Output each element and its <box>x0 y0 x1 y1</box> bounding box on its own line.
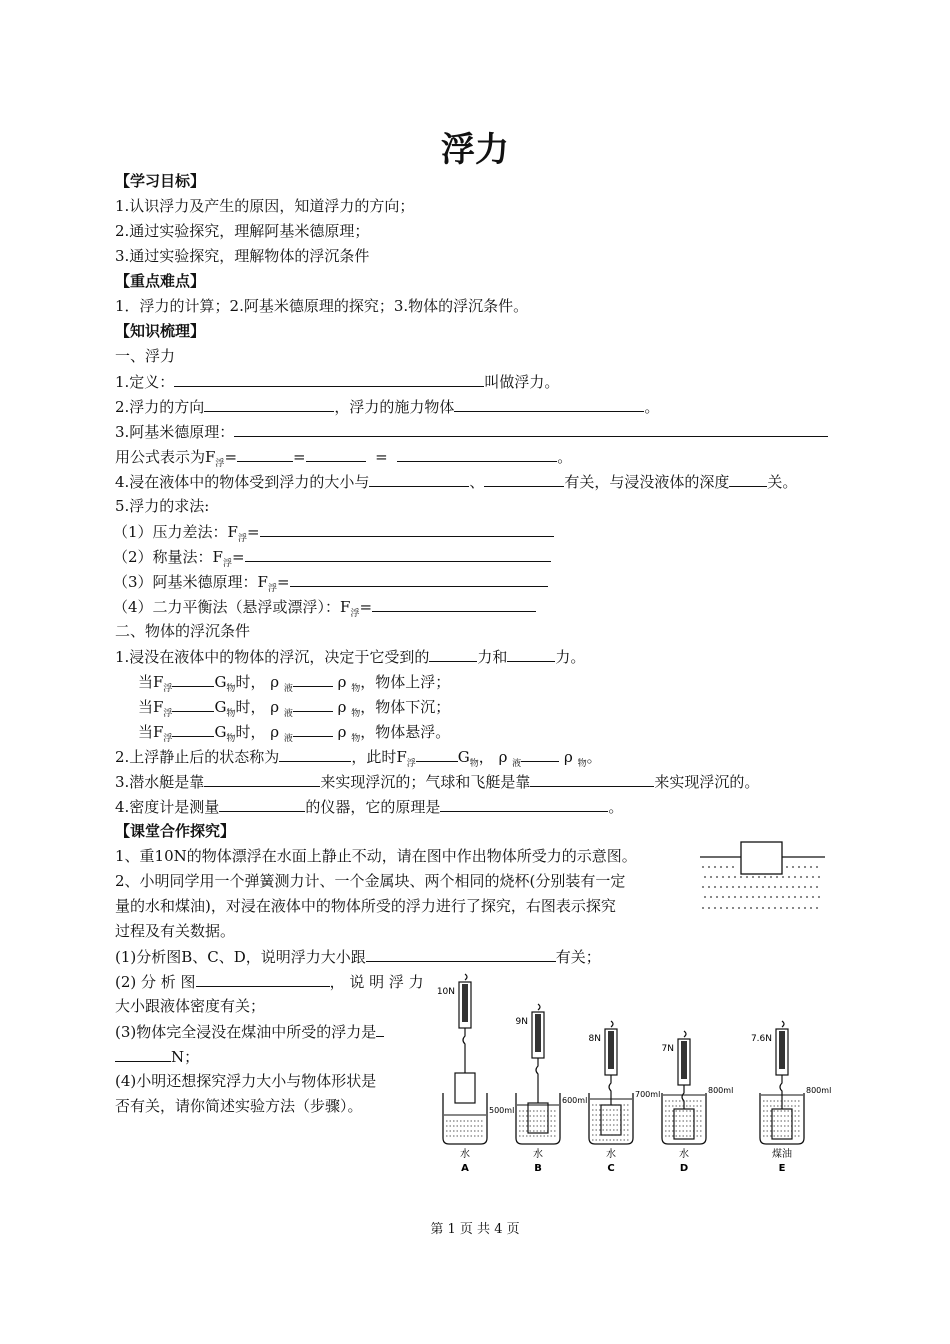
liquid-label: 煤油 <box>772 1149 792 1160</box>
scale-reading: 7.6N <box>750 1034 772 1044</box>
liquid-label: 水 <box>460 1149 470 1160</box>
panel-label: C <box>607 1163 615 1174</box>
blank[interactable] <box>521 746 559 762</box>
blank[interactable] <box>237 446 293 462</box>
formula-line: 用公式表示为$F_浮=$ = = 。 <box>115 448 573 469</box>
volume-label: 600ml <box>562 1096 588 1105</box>
goal-item: 3.通过实验探究，理解物体的浮沉条件 <box>115 247 370 265</box>
blank[interactable] <box>729 471 767 487</box>
panel-label: E <box>778 1163 786 1174</box>
experiment-panel <box>751 1021 831 1174</box>
scale-reading: 8N <box>588 1034 601 1044</box>
blank[interactable] <box>219 796 305 812</box>
subquestion-1: (1)分析图B、C、D，说明浮力大小跟 有关； <box>115 948 601 966</box>
blank[interactable] <box>507 646 555 662</box>
subquestion-4: 否有关，请你简述实验方法（步骤）。 <box>115 1097 363 1115</box>
blank[interactable] <box>369 471 469 487</box>
method-line: （4）二力平衡法（悬浮或漂浮）：$F_浮=$ <box>113 596 536 624</box>
subquestion-3: (3)物体完全浸没在煤油中所受的浮力是 <box>115 1021 384 1042</box>
blank[interactable] <box>429 646 477 662</box>
page-footer: 第 1 页 共 4 页 <box>430 1222 520 1237</box>
blank[interactable] <box>293 696 333 712</box>
goal-item: 1.认识浮力及产生的原因，知道浮力的方向； <box>115 197 415 215</box>
blank[interactable] <box>306 446 366 462</box>
blank[interactable] <box>260 521 554 537</box>
blank[interactable] <box>234 421 828 437</box>
condition-sink: 当$F_浮$ $G_物$时， ρ $_液$ ρ $_物$，物体下沉； <box>138 698 451 719</box>
blank[interactable] <box>245 546 551 562</box>
volume-label: 800ml <box>806 1086 832 1095</box>
experiment-panel <box>662 1031 734 1174</box>
blank[interactable] <box>172 696 214 712</box>
subquestion-2: (2) 分 析 图 ， 说 明 浮 力 <box>115 973 424 991</box>
keypoints-text: 1．浮力的计算；2.阿基米德原理的探究；3.物体的浮沉条件。 <box>115 297 529 315</box>
submarine-line: 3.潜水艇是靠 来实现浮沉的；气球和飞艇是靠 来实现浮沉的。 <box>115 773 760 791</box>
section-title: 二、物体的浮沉条件 <box>115 622 251 640</box>
keypoints-heading: 【重点难点】 <box>115 272 206 290</box>
blank[interactable] <box>454 396 644 412</box>
experiment-figure <box>436 975 840 1175</box>
blank[interactable] <box>204 771 320 787</box>
experiment-panel <box>437 974 514 1174</box>
condition-rise: 当$F_浮$ $G_物$时， ρ $_液$ ρ $_物$，物体上浮； <box>138 673 451 694</box>
scale-reading: 10N <box>436 987 455 997</box>
blank[interactable] <box>293 721 333 737</box>
blank[interactable] <box>293 671 333 687</box>
blank[interactable] <box>204 396 334 412</box>
archimedes-line: 3.阿基米德原理： <box>115 421 828 442</box>
factors-line: 4.浸在液体中的物体受到浮力的大小与 、 有关，与浸没液体的深度 关。 <box>115 473 798 491</box>
volume-label: 700ml <box>635 1090 661 1099</box>
volume-label: 800ml <box>708 1086 734 1095</box>
blank[interactable] <box>372 596 536 612</box>
liquid-label: 水 <box>533 1149 543 1160</box>
blank[interactable] <box>397 446 557 462</box>
panel-label: A <box>461 1163 469 1174</box>
section-title: 一、浮力 <box>115 347 176 365</box>
subquestion-4: (4)小明还想探究浮力大小与物体形状是 <box>115 1072 377 1090</box>
blank[interactable] <box>366 946 556 962</box>
liquid-label: 水 <box>679 1149 689 1160</box>
definition-line: 1.定义： 叫做浮力。 <box>115 373 560 391</box>
blank[interactable] <box>416 746 458 762</box>
blank[interactable] <box>530 771 654 787</box>
method-line: （2）称量法：$F_浮=$ <box>113 546 551 574</box>
scale-reading: 7N <box>661 1044 674 1054</box>
panel-label: D <box>679 1163 689 1174</box>
blank[interactable] <box>196 971 330 987</box>
page-title: 浮力 <box>441 130 509 170</box>
scale-reading: 9N <box>515 1017 528 1027</box>
method-line: （1）压力差法：$F_浮=$ <box>113 521 554 549</box>
condition-suspend: 当$F_浮$ $G_物$时， ρ $_液$ ρ $_物$，物体悬浮。 <box>138 723 451 744</box>
blank[interactable] <box>115 1046 171 1062</box>
floating-block-figure <box>700 838 825 918</box>
explore-heading: 【课堂合作探究】 <box>115 822 236 840</box>
direction-line: 2.浮力的方向 ，浮力的施力物体 。 <box>115 398 660 416</box>
goals-heading: 【学习目标】 <box>115 172 206 190</box>
experiment-panel <box>589 1021 661 1174</box>
question-2: 量的水和煤油)，对浸在液体中的物体所受的浮力进行了探究，右图表示探究 <box>115 897 616 915</box>
blank[interactable] <box>279 746 351 762</box>
subquestion-3: N； <box>115 1046 199 1067</box>
volume-label: 500ml <box>489 1106 515 1115</box>
blank[interactable] <box>376 1021 384 1037</box>
question-1: 1、重10N的物体漂浮在水面上静止不动，请在图中作出物体所受力的示意图。 <box>115 847 637 865</box>
question-2: 2、小明同学用一个弹簧测力计、一个金属块、两个相同的烧杯(分别装有一定 <box>115 872 626 890</box>
goal-item: 2.通过实验探究，理解阿基米德原理； <box>115 222 370 240</box>
method-line: （3）阿基米德原理：$F_浮=$ <box>113 571 548 599</box>
blank[interactable] <box>172 671 214 687</box>
question-2: 过程及有关数据。 <box>115 922 236 940</box>
blank[interactable] <box>172 721 214 737</box>
panel-label: B <box>534 1163 542 1174</box>
experiment-panel <box>516 1004 588 1174</box>
blank[interactable] <box>174 371 484 387</box>
blank[interactable] <box>440 796 608 812</box>
hydrometer-line: 4.密度计是测量 的仪器，它的原理是 。 <box>115 798 624 816</box>
subquestion-2: 大小跟液体密度有关； <box>115 997 266 1015</box>
blank[interactable] <box>484 471 564 487</box>
blank[interactable] <box>290 571 548 587</box>
methods-heading: 5.浮力的求法: <box>115 497 210 515</box>
knowledge-heading: 【知识梳理】 <box>115 322 206 340</box>
condition-line: 1.浸没在液体中的物体的浮沉，决定于它受到的 力和 力。 <box>115 648 586 666</box>
float-state-line: 2.上浮静止后的状态称为 ，此时$F_浮$ $G_物$， ρ $_液$ ρ $_物$。 <box>115 748 602 769</box>
liquid-label: 水 <box>606 1149 616 1160</box>
